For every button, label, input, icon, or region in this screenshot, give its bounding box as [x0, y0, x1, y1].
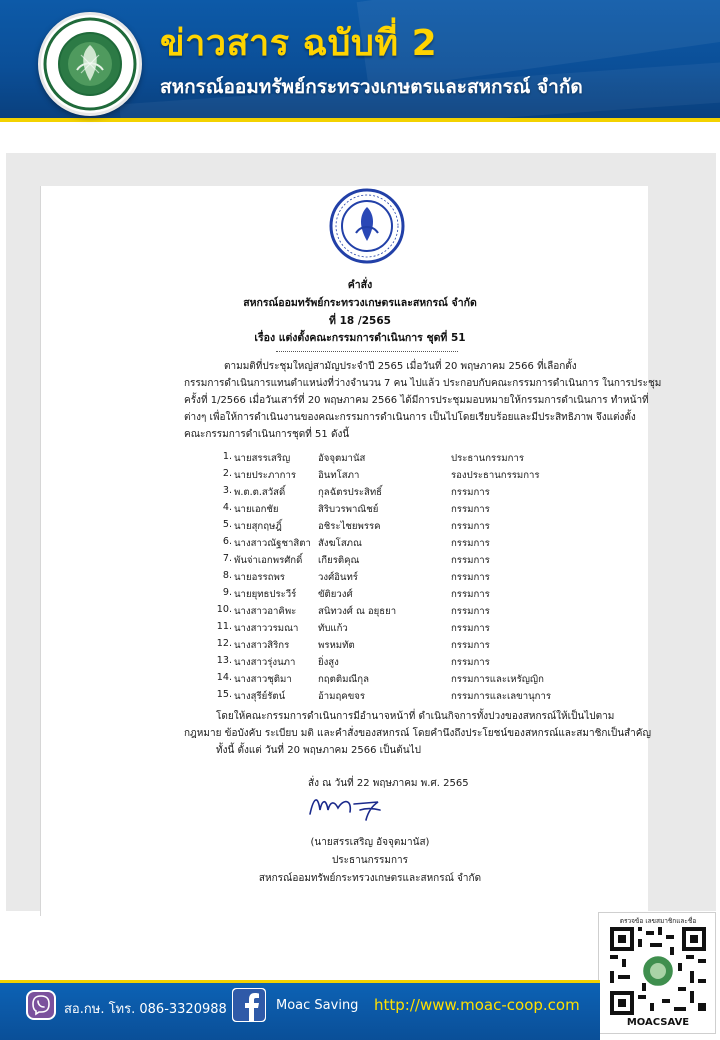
member-role: กรรมการ	[451, 623, 490, 634]
member-name: นางสาวอาคิพะ	[234, 606, 297, 617]
member-role: กรรมการ	[451, 521, 490, 532]
member-number: 10.	[216, 604, 232, 615]
member-number: 6.	[222, 536, 232, 547]
footer-stripe	[0, 980, 600, 983]
member-surname: สิริบวรพาณิชย์	[318, 504, 379, 515]
qr-code-icon[interactable]	[610, 927, 706, 1015]
member-surname: วงศ์อินทร์	[318, 572, 358, 583]
member-row	[216, 570, 596, 587]
member-number: 15.	[216, 689, 232, 700]
member-role: กรรมการ	[451, 640, 490, 651]
member-surname: พรหมทัต	[318, 640, 355, 651]
member-number: 2.	[222, 468, 232, 479]
intro-line: ตามมติที่ประชุมใหญ่สามัญประจำปี 2565 เมื่อวันที่ 20 พฤษภาคม 2566 ที่เลือกตั้ง	[224, 361, 577, 372]
member-row	[216, 638, 596, 655]
intro-line: คณะกรรมการดำเนินการชุดที่ 51 ดังนี้	[184, 429, 350, 440]
member-role: กรรมการ	[451, 538, 490, 549]
member-surname: สังฆโสภณ	[318, 538, 362, 549]
member-role: กรรมการ	[451, 657, 490, 668]
member-surname: อินทโสภา	[318, 470, 360, 481]
qr-label: MOACSAVE	[626, 1017, 690, 1028]
signer-name: (นายสรรเสริญ อัจจุตมานัส)	[310, 837, 430, 848]
member-name: นางสุรีย์รัตน์	[234, 691, 286, 702]
member-surname: อัจจุตมานัส	[318, 453, 366, 464]
member-row	[216, 553, 596, 570]
member-number: 7.	[222, 553, 232, 564]
member-number: 14.	[216, 672, 232, 683]
member-name: นายเอกชัย	[234, 504, 279, 515]
member-surname: อ้ามฤคขจร	[318, 691, 366, 702]
qr-panel[interactable]	[598, 912, 716, 1034]
facebook-icon[interactable]	[232, 988, 266, 1022]
member-name: นายยุทธประวีร์	[234, 589, 297, 600]
member-row	[216, 689, 596, 706]
viber-icon[interactable]	[26, 990, 56, 1020]
member-name: นายประภาการ	[234, 470, 297, 481]
member-number: 5.	[222, 519, 232, 530]
closing-line: โดยให้คณะกรรมการดำเนินการมีอำนาจหน้าที่ ดำเนินกิจการทั้งปวงของสหกรณ์ให้เป็นไปตาม	[216, 711, 615, 722]
order-heading: คำสั่ง	[347, 279, 373, 291]
member-surname: กุลฉัตรประสิทธิ์	[318, 487, 383, 498]
closing-line: กฎหมาย ข้อบังคับ ระเบียบ มติ และคำสั่งของสหกรณ์ โดยคำนึงถึงประโยชน์ของสหกรณ์และสมาชิกเป็นสำคัญ	[184, 728, 651, 739]
website-link[interactable]: http://www.moac-coop.com	[374, 996, 580, 1014]
member-number: 4.	[222, 502, 232, 513]
member-row	[216, 485, 596, 502]
banner-stripe	[0, 118, 720, 122]
newsletter-title: ข่าวสาร ฉบับที่ 2	[160, 23, 438, 64]
member-number: 13.	[216, 655, 232, 666]
member-row	[216, 451, 596, 468]
member-number: 11.	[216, 621, 232, 632]
order-number: ที่ 18 /2565	[329, 315, 391, 327]
member-surname: เกียรติคุณ	[318, 555, 360, 566]
closing-line: ทั้งนี้ ตั้งแต่ วันที่ 20 พฤษภาคม 2566 เป็นต้นไป	[216, 745, 421, 756]
member-row	[216, 587, 596, 604]
member-surname: กฤตติมณีกุล	[318, 674, 369, 685]
intro-line: ต่างๆ เพื่อให้การดำเนินงานของคณะกรรมการดำเนินการ เป็นไปโดยเรียบร้อยและมีประสิทธิภาพ จึงแต่งตั้ง	[184, 412, 636, 423]
member-number: 1.	[222, 451, 232, 462]
member-name: นางสาวณัฐชาสิตา	[234, 538, 311, 549]
member-number: 8.	[222, 570, 232, 581]
member-surname: ทับแก้ว	[318, 623, 348, 634]
coop-seal-icon	[38, 12, 142, 116]
member-number: 12.	[216, 638, 232, 649]
signature-icon	[300, 790, 400, 824]
member-row	[216, 621, 596, 638]
member-row	[216, 519, 596, 536]
organization-name: สหกรณ์ออมทรัพย์กระทรวงเกษตรและสหกรณ์ จำกัด	[160, 76, 583, 98]
order-organization: สหกรณ์ออมทรัพย์กระทรวงเกษตรและสหกรณ์ จำกัด	[243, 297, 477, 309]
member-name: นายสรรเสริญ	[234, 453, 291, 464]
member-name: นายอรรถพร	[234, 572, 285, 583]
divider	[276, 351, 458, 352]
member-name: นางสาววรมณา	[234, 623, 299, 634]
member-row	[216, 604, 596, 621]
qr-caption: ตรวจข้อ เลขสมาชิกและชื่อ	[619, 917, 697, 925]
member-surname: อชิระไชยพรรค	[318, 521, 381, 532]
member-surname: ยิ่งสูง	[318, 657, 339, 668]
member-row	[216, 655, 596, 672]
member-name: นางสาวสิริกร	[234, 640, 290, 651]
member-role: ประธานกรรมการ	[451, 453, 524, 464]
member-role: กรรมการ	[451, 504, 490, 515]
member-role: กรรมการและเลขานุการ	[451, 691, 552, 702]
member-role: กรรมการ	[451, 487, 490, 498]
member-name: พันจ่าเอกพรศักดิ์	[234, 555, 303, 566]
member-role: กรรมการและเหรัญญิก	[451, 674, 544, 685]
member-name: นางสาวชุติมา	[234, 674, 292, 685]
member-role: กรรมการ	[451, 572, 490, 583]
member-number: 3.	[222, 485, 232, 496]
member-surname: ขัติยวงศ์	[318, 589, 353, 600]
member-role: รองประธานกรรมการ	[451, 470, 540, 481]
order-subject: เรื่อง แต่งตั้งคณะกรรมการดำเนินการ ชุดที่ 51	[254, 332, 466, 344]
member-row	[216, 536, 596, 553]
signer-title: ประธานกรรมการ	[331, 855, 409, 866]
phone-contact[interactable]: สอ.กษ. โทร. 086-3320988	[64, 1002, 227, 1017]
signer-organization: สหกรณ์ออมทรัพย์กระทรวงเกษตรและสหกรณ์ จำกัด	[258, 873, 482, 884]
document-seal-icon	[328, 187, 406, 265]
facebook-page-link[interactable]: Moac Saving	[276, 998, 359, 1013]
member-row	[216, 468, 596, 485]
member-role: กรรมการ	[451, 589, 490, 600]
member-name: นายสุกฤษฎิ์	[234, 521, 282, 532]
member-name: พ.ต.ต.สวัสดิ์	[234, 487, 286, 498]
intro-line: กรรมการดำเนินการแทนตำแหน่งที่ว่างจำนวน 7 คน ไปแล้ว ประกอบกับคณะกรรมการดำเนินการ ในการประชุม	[184, 378, 662, 389]
member-number: 9.	[222, 587, 232, 598]
member-surname: สนิทวงศ์ ณ อยุธยา	[318, 606, 397, 617]
member-name: นางสาวรุ่งนภา	[234, 657, 296, 668]
member-role: กรรมการ	[451, 606, 490, 617]
member-row	[216, 502, 596, 519]
member-role: กรรมการ	[451, 555, 490, 566]
member-row	[216, 672, 596, 689]
signed-date: สั่ง ณ วันที่ 22 พฤษภาคม พ.ศ. 2565	[308, 778, 469, 789]
intro-line: ครั้งที่ 1/2566 เมื่อวันเสาร์ที่ 20 พฤษภาคม 2566 ได้มีการประชุมมอบหมายให้กรรมการดำเนินการ ทำหน้าที่	[184, 395, 649, 406]
